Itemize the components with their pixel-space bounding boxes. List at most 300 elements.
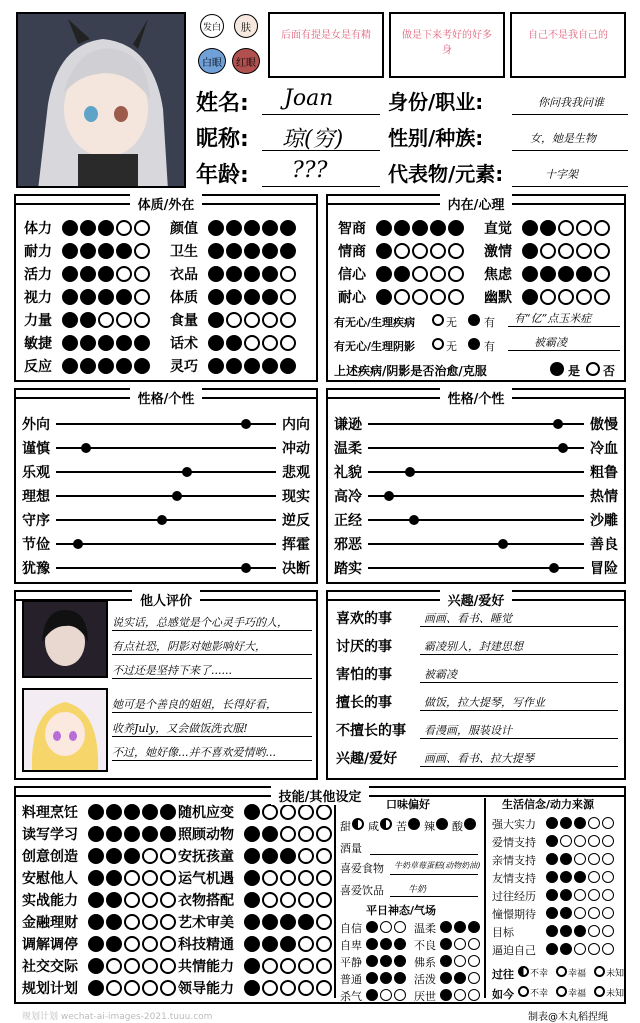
rating-dot[interactable] xyxy=(160,870,176,886)
rating-dot[interactable] xyxy=(394,266,410,282)
rating-dot[interactable] xyxy=(160,848,176,864)
rating-dot[interactable] xyxy=(588,907,600,919)
rating-dot[interactable] xyxy=(448,289,464,305)
rating-dot[interactable] xyxy=(560,889,572,901)
rating-dot[interactable] xyxy=(588,853,600,865)
rating-dot[interactable] xyxy=(208,289,224,305)
rating-dot[interactable] xyxy=(560,925,572,937)
rating-dot[interactable] xyxy=(546,835,558,847)
rating-dot[interactable] xyxy=(142,848,158,864)
rating-dot[interactable] xyxy=(98,220,114,236)
rating-dot[interactable] xyxy=(468,955,480,967)
rating-dot[interactable] xyxy=(540,243,556,259)
rating-dot[interactable] xyxy=(226,289,242,305)
rating-dot[interactable] xyxy=(280,289,296,305)
rating-dot[interactable] xyxy=(262,335,278,351)
rating-dot[interactable] xyxy=(394,289,410,305)
rating-dot[interactable] xyxy=(80,312,96,328)
rating-dot[interactable] xyxy=(134,335,150,351)
rating-dot[interactable] xyxy=(208,358,224,374)
rating-dot[interactable] xyxy=(394,989,406,1001)
rating-dot[interactable] xyxy=(588,889,600,901)
rating-dot[interactable] xyxy=(244,958,260,974)
rating-dot[interactable] xyxy=(546,943,558,955)
no-radio-3[interactable] xyxy=(586,362,600,376)
rating-dot[interactable] xyxy=(376,266,392,282)
rating-dot[interactable] xyxy=(262,289,278,305)
rating-dot[interactable] xyxy=(380,938,392,950)
rating-dot[interactable] xyxy=(594,243,610,259)
rating-dot[interactable] xyxy=(142,826,158,842)
rating-dot[interactable] xyxy=(124,892,140,908)
rating-dot[interactable] xyxy=(540,289,556,305)
rating-dot[interactable] xyxy=(244,980,260,996)
rating-dot[interactable] xyxy=(298,958,314,974)
fate-radio[interactable] xyxy=(594,966,605,977)
rating-dot[interactable] xyxy=(208,220,224,236)
rating-dot[interactable] xyxy=(576,243,592,259)
rating-dot[interactable] xyxy=(80,220,96,236)
rating-dot[interactable] xyxy=(440,955,452,967)
rating-dot[interactable] xyxy=(280,914,296,930)
yes-radio-2[interactable] xyxy=(468,338,480,350)
rating-dot[interactable] xyxy=(448,266,464,282)
rating-dot[interactable] xyxy=(412,220,428,236)
rating-dot[interactable] xyxy=(280,826,296,842)
rating-dot[interactable] xyxy=(142,936,158,952)
rating-dot[interactable] xyxy=(124,826,140,842)
rating-dot[interactable] xyxy=(244,826,260,842)
rating-dot[interactable] xyxy=(88,870,104,886)
rating-dot[interactable] xyxy=(280,804,296,820)
rating-dot[interactable] xyxy=(160,914,176,930)
rating-dot[interactable] xyxy=(116,358,132,374)
rating-dot[interactable] xyxy=(80,266,96,282)
rating-dot[interactable] xyxy=(262,243,278,259)
rating-dot[interactable] xyxy=(88,826,104,842)
rating-dot[interactable] xyxy=(602,907,614,919)
rating-dot[interactable] xyxy=(546,817,558,829)
rating-dot[interactable] xyxy=(62,220,78,236)
rating-dot[interactable] xyxy=(546,925,558,937)
rating-dot[interactable] xyxy=(316,848,332,864)
rating-dot[interactable] xyxy=(124,848,140,864)
rating-dot[interactable] xyxy=(134,289,150,305)
rating-dot[interactable] xyxy=(316,892,332,908)
slider-knob[interactable] xyxy=(81,443,91,453)
rating-dot[interactable] xyxy=(262,804,278,820)
rating-dot[interactable] xyxy=(106,870,122,886)
rating-dot[interactable] xyxy=(412,266,428,282)
rating-dot[interactable] xyxy=(134,266,150,282)
rating-dot[interactable] xyxy=(454,955,466,967)
rating-dot[interactable] xyxy=(594,220,610,236)
yes-radio-3[interactable] xyxy=(550,362,564,376)
rating-dot[interactable] xyxy=(522,243,538,259)
rating-dot[interactable] xyxy=(106,980,122,996)
rating-dot[interactable] xyxy=(298,848,314,864)
rating-dot[interactable] xyxy=(142,958,158,974)
rating-dot[interactable] xyxy=(280,848,296,864)
rating-dot[interactable] xyxy=(412,289,428,305)
slider-knob[interactable] xyxy=(241,419,251,429)
rating-dot[interactable] xyxy=(244,870,260,886)
rating-dot[interactable] xyxy=(244,848,260,864)
rating-dot[interactable] xyxy=(574,853,586,865)
rating-dot[interactable] xyxy=(588,943,600,955)
rating-dot[interactable] xyxy=(522,266,538,282)
rating-dot[interactable] xyxy=(430,266,446,282)
rating-dot[interactable] xyxy=(262,936,278,952)
taste-dot[interactable] xyxy=(352,818,364,830)
rating-dot[interactable] xyxy=(440,989,452,1001)
rating-dot[interactable] xyxy=(316,980,332,996)
rating-dot[interactable] xyxy=(160,892,176,908)
taste-dot[interactable] xyxy=(380,818,392,830)
rating-dot[interactable] xyxy=(280,335,296,351)
rating-dot[interactable] xyxy=(98,289,114,305)
rating-dot[interactable] xyxy=(430,289,446,305)
slider-knob[interactable] xyxy=(384,491,394,501)
rating-dot[interactable] xyxy=(98,335,114,351)
rating-dot[interactable] xyxy=(106,892,122,908)
rating-dot[interactable] xyxy=(316,936,332,952)
rating-dot[interactable] xyxy=(98,243,114,259)
rating-dot[interactable] xyxy=(380,989,392,1001)
rating-dot[interactable] xyxy=(262,892,278,908)
no-radio-1[interactable] xyxy=(432,314,444,326)
rating-dot[interactable] xyxy=(560,853,572,865)
rating-dot[interactable] xyxy=(262,870,278,886)
rating-dot[interactable] xyxy=(142,914,158,930)
rating-dot[interactable] xyxy=(116,266,132,282)
rating-dot[interactable] xyxy=(574,889,586,901)
rating-dot[interactable] xyxy=(208,266,224,282)
rating-dot[interactable] xyxy=(280,220,296,236)
rating-dot[interactable] xyxy=(134,312,150,328)
rating-dot[interactable] xyxy=(208,312,224,328)
rating-dot[interactable] xyxy=(62,243,78,259)
rating-dot[interactable] xyxy=(134,220,150,236)
rating-dot[interactable] xyxy=(208,335,224,351)
rating-dot[interactable] xyxy=(546,889,558,901)
rating-dot[interactable] xyxy=(394,243,410,259)
rating-dot[interactable] xyxy=(558,289,574,305)
rating-dot[interactable] xyxy=(540,220,556,236)
rating-dot[interactable] xyxy=(594,289,610,305)
rating-dot[interactable] xyxy=(380,921,392,933)
rating-dot[interactable] xyxy=(244,914,260,930)
rating-dot[interactable] xyxy=(574,817,586,829)
rating-dot[interactable] xyxy=(560,943,572,955)
rating-dot[interactable] xyxy=(262,358,278,374)
rating-dot[interactable] xyxy=(262,826,278,842)
rating-dot[interactable] xyxy=(558,266,574,282)
rating-dot[interactable] xyxy=(80,289,96,305)
rating-dot[interactable] xyxy=(366,938,378,950)
rating-dot[interactable] xyxy=(394,972,406,984)
rating-dot[interactable] xyxy=(142,892,158,908)
rating-dot[interactable] xyxy=(298,980,314,996)
rating-dot[interactable] xyxy=(376,220,392,236)
rating-dot[interactable] xyxy=(62,358,78,374)
rating-dot[interactable] xyxy=(88,980,104,996)
rating-dot[interactable] xyxy=(576,220,592,236)
rating-dot[interactable] xyxy=(116,243,132,259)
rating-dot[interactable] xyxy=(394,938,406,950)
rating-dot[interactable] xyxy=(124,914,140,930)
rating-dot[interactable] xyxy=(280,892,296,908)
rating-dot[interactable] xyxy=(262,914,278,930)
rating-dot[interactable] xyxy=(160,826,176,842)
rating-dot[interactable] xyxy=(588,925,600,937)
rating-dot[interactable] xyxy=(560,907,572,919)
rating-dot[interactable] xyxy=(454,938,466,950)
rating-dot[interactable] xyxy=(124,936,140,952)
rating-dot[interactable] xyxy=(262,848,278,864)
rating-dot[interactable] xyxy=(116,220,132,236)
rating-dot[interactable] xyxy=(88,958,104,974)
rating-dot[interactable] xyxy=(116,335,132,351)
taste-dot[interactable] xyxy=(436,818,448,830)
rating-dot[interactable] xyxy=(160,936,176,952)
rating-dot[interactable] xyxy=(440,938,452,950)
rating-dot[interactable] xyxy=(142,804,158,820)
rating-dot[interactable] xyxy=(124,958,140,974)
rating-dot[interactable] xyxy=(366,921,378,933)
rating-dot[interactable] xyxy=(142,870,158,886)
rating-dot[interactable] xyxy=(98,358,114,374)
rating-dot[interactable] xyxy=(244,220,260,236)
rating-dot[interactable] xyxy=(546,907,558,919)
rating-dot[interactable] xyxy=(376,289,392,305)
rating-dot[interactable] xyxy=(574,925,586,937)
rating-dot[interactable] xyxy=(262,220,278,236)
rating-dot[interactable] xyxy=(454,989,466,1001)
rating-dot[interactable] xyxy=(576,266,592,282)
rating-dot[interactable] xyxy=(116,289,132,305)
rating-dot[interactable] xyxy=(522,220,538,236)
rating-dot[interactable] xyxy=(468,938,480,950)
rating-dot[interactable] xyxy=(262,958,278,974)
rating-dot[interactable] xyxy=(244,289,260,305)
rating-dot[interactable] xyxy=(298,804,314,820)
rating-dot[interactable] xyxy=(560,835,572,847)
rating-dot[interactable] xyxy=(574,871,586,883)
rating-dot[interactable] xyxy=(62,266,78,282)
rating-dot[interactable] xyxy=(262,266,278,282)
rating-dot[interactable] xyxy=(80,243,96,259)
rating-dot[interactable] xyxy=(366,972,378,984)
rating-dot[interactable] xyxy=(394,955,406,967)
rating-dot[interactable] xyxy=(244,936,260,952)
rating-dot[interactable] xyxy=(454,972,466,984)
rating-dot[interactable] xyxy=(298,914,314,930)
rating-dot[interactable] xyxy=(522,289,538,305)
rating-dot[interactable] xyxy=(106,936,122,952)
rating-dot[interactable] xyxy=(468,989,480,1001)
taste-dot[interactable] xyxy=(464,818,476,830)
rating-dot[interactable] xyxy=(280,312,296,328)
rating-dot[interactable] xyxy=(468,921,480,933)
rating-dot[interactable] xyxy=(376,243,392,259)
slider-knob[interactable] xyxy=(172,491,182,501)
rating-dot[interactable] xyxy=(80,335,96,351)
rating-dot[interactable] xyxy=(298,892,314,908)
rating-dot[interactable] xyxy=(380,955,392,967)
rating-dot[interactable] xyxy=(574,943,586,955)
rating-dot[interactable] xyxy=(280,870,296,886)
yes-radio-1[interactable] xyxy=(468,314,480,326)
rating-dot[interactable] xyxy=(262,980,278,996)
rating-dot[interactable] xyxy=(430,220,446,236)
slider-knob[interactable] xyxy=(157,515,167,525)
rating-dot[interactable] xyxy=(316,826,332,842)
rating-dot[interactable] xyxy=(134,358,150,374)
rating-dot[interactable] xyxy=(226,220,242,236)
slider-knob[interactable] xyxy=(73,539,83,549)
rating-dot[interactable] xyxy=(106,804,122,820)
fate-radio[interactable] xyxy=(556,986,567,997)
rating-dot[interactable] xyxy=(106,958,122,974)
rating-dot[interactable] xyxy=(88,804,104,820)
fate-radio[interactable] xyxy=(518,986,529,997)
rating-dot[interactable] xyxy=(142,980,158,996)
rating-dot[interactable] xyxy=(88,848,104,864)
rating-dot[interactable] xyxy=(546,853,558,865)
slider-knob[interactable] xyxy=(498,539,508,549)
rating-dot[interactable] xyxy=(124,980,140,996)
fate-radio[interactable] xyxy=(518,966,529,977)
rating-dot[interactable] xyxy=(574,835,586,847)
rating-dot[interactable] xyxy=(448,220,464,236)
rating-dot[interactable] xyxy=(244,243,260,259)
rating-dot[interactable] xyxy=(602,853,614,865)
rating-dot[interactable] xyxy=(316,914,332,930)
rating-dot[interactable] xyxy=(602,889,614,901)
rating-dot[interactable] xyxy=(298,936,314,952)
rating-dot[interactable] xyxy=(226,335,242,351)
rating-dot[interactable] xyxy=(208,243,224,259)
rating-dot[interactable] xyxy=(244,335,260,351)
slider-knob[interactable] xyxy=(405,467,415,477)
rating-dot[interactable] xyxy=(160,980,176,996)
rating-dot[interactable] xyxy=(160,804,176,820)
slider-knob[interactable] xyxy=(558,443,568,453)
rating-dot[interactable] xyxy=(80,358,96,374)
rating-dot[interactable] xyxy=(160,958,176,974)
rating-dot[interactable] xyxy=(244,804,260,820)
rating-dot[interactable] xyxy=(574,907,586,919)
rating-dot[interactable] xyxy=(98,266,114,282)
rating-dot[interactable] xyxy=(560,817,572,829)
rating-dot[interactable] xyxy=(440,921,452,933)
rating-dot[interactable] xyxy=(62,312,78,328)
rating-dot[interactable] xyxy=(116,312,132,328)
rating-dot[interactable] xyxy=(594,266,610,282)
rating-dot[interactable] xyxy=(226,243,242,259)
slider-knob[interactable] xyxy=(182,467,192,477)
rating-dot[interactable] xyxy=(588,871,600,883)
rating-dot[interactable] xyxy=(468,972,480,984)
rating-dot[interactable] xyxy=(280,936,296,952)
rating-dot[interactable] xyxy=(280,243,296,259)
rating-dot[interactable] xyxy=(602,817,614,829)
rating-dot[interactable] xyxy=(558,220,574,236)
fate-radio[interactable] xyxy=(594,986,605,997)
rating-dot[interactable] xyxy=(134,243,150,259)
rating-dot[interactable] xyxy=(106,914,122,930)
rating-dot[interactable] xyxy=(558,243,574,259)
rating-dot[interactable] xyxy=(366,955,378,967)
rating-dot[interactable] xyxy=(316,804,332,820)
slider-knob[interactable] xyxy=(549,563,559,573)
rating-dot[interactable] xyxy=(226,358,242,374)
slider-knob[interactable] xyxy=(553,419,563,429)
rating-dot[interactable] xyxy=(244,358,260,374)
rating-dot[interactable] xyxy=(560,871,572,883)
rating-dot[interactable] xyxy=(380,972,392,984)
rating-dot[interactable] xyxy=(602,925,614,937)
rating-dot[interactable] xyxy=(602,871,614,883)
rating-dot[interactable] xyxy=(280,266,296,282)
rating-dot[interactable] xyxy=(316,958,332,974)
rating-dot[interactable] xyxy=(226,266,242,282)
rating-dot[interactable] xyxy=(88,892,104,908)
rating-dot[interactable] xyxy=(280,958,296,974)
rating-dot[interactable] xyxy=(280,358,296,374)
rating-dot[interactable] xyxy=(394,220,410,236)
rating-dot[interactable] xyxy=(602,943,614,955)
taste-dot[interactable] xyxy=(408,818,420,830)
rating-dot[interactable] xyxy=(88,936,104,952)
rating-dot[interactable] xyxy=(106,848,122,864)
rating-dot[interactable] xyxy=(124,804,140,820)
rating-dot[interactable] xyxy=(244,892,260,908)
rating-dot[interactable] xyxy=(448,243,464,259)
slider-knob[interactable] xyxy=(241,563,251,573)
rating-dot[interactable] xyxy=(316,870,332,886)
rating-dot[interactable] xyxy=(540,266,556,282)
rating-dot[interactable] xyxy=(394,921,406,933)
rating-dot[interactable] xyxy=(298,870,314,886)
rating-dot[interactable] xyxy=(98,312,114,328)
no-radio-2[interactable] xyxy=(432,338,444,350)
slider-knob[interactable] xyxy=(409,515,419,525)
rating-dot[interactable] xyxy=(88,914,104,930)
rating-dot[interactable] xyxy=(262,312,278,328)
rating-dot[interactable] xyxy=(244,312,260,328)
rating-dot[interactable] xyxy=(106,826,122,842)
rating-dot[interactable] xyxy=(62,289,78,305)
rating-dot[interactable] xyxy=(576,289,592,305)
rating-dot[interactable] xyxy=(366,989,378,1001)
rating-dot[interactable] xyxy=(430,243,446,259)
rating-dot[interactable] xyxy=(546,871,558,883)
rating-dot[interactable] xyxy=(298,826,314,842)
rating-dot[interactable] xyxy=(244,266,260,282)
rating-dot[interactable] xyxy=(280,980,296,996)
rating-dot[interactable] xyxy=(588,817,600,829)
fate-radio[interactable] xyxy=(556,966,567,977)
rating-dot[interactable] xyxy=(124,870,140,886)
rating-dot[interactable] xyxy=(440,972,452,984)
rating-dot[interactable] xyxy=(454,921,466,933)
rating-dot[interactable] xyxy=(62,335,78,351)
rating-dot[interactable] xyxy=(412,243,428,259)
rating-dot[interactable] xyxy=(602,835,614,847)
rating-dot[interactable] xyxy=(588,835,600,847)
